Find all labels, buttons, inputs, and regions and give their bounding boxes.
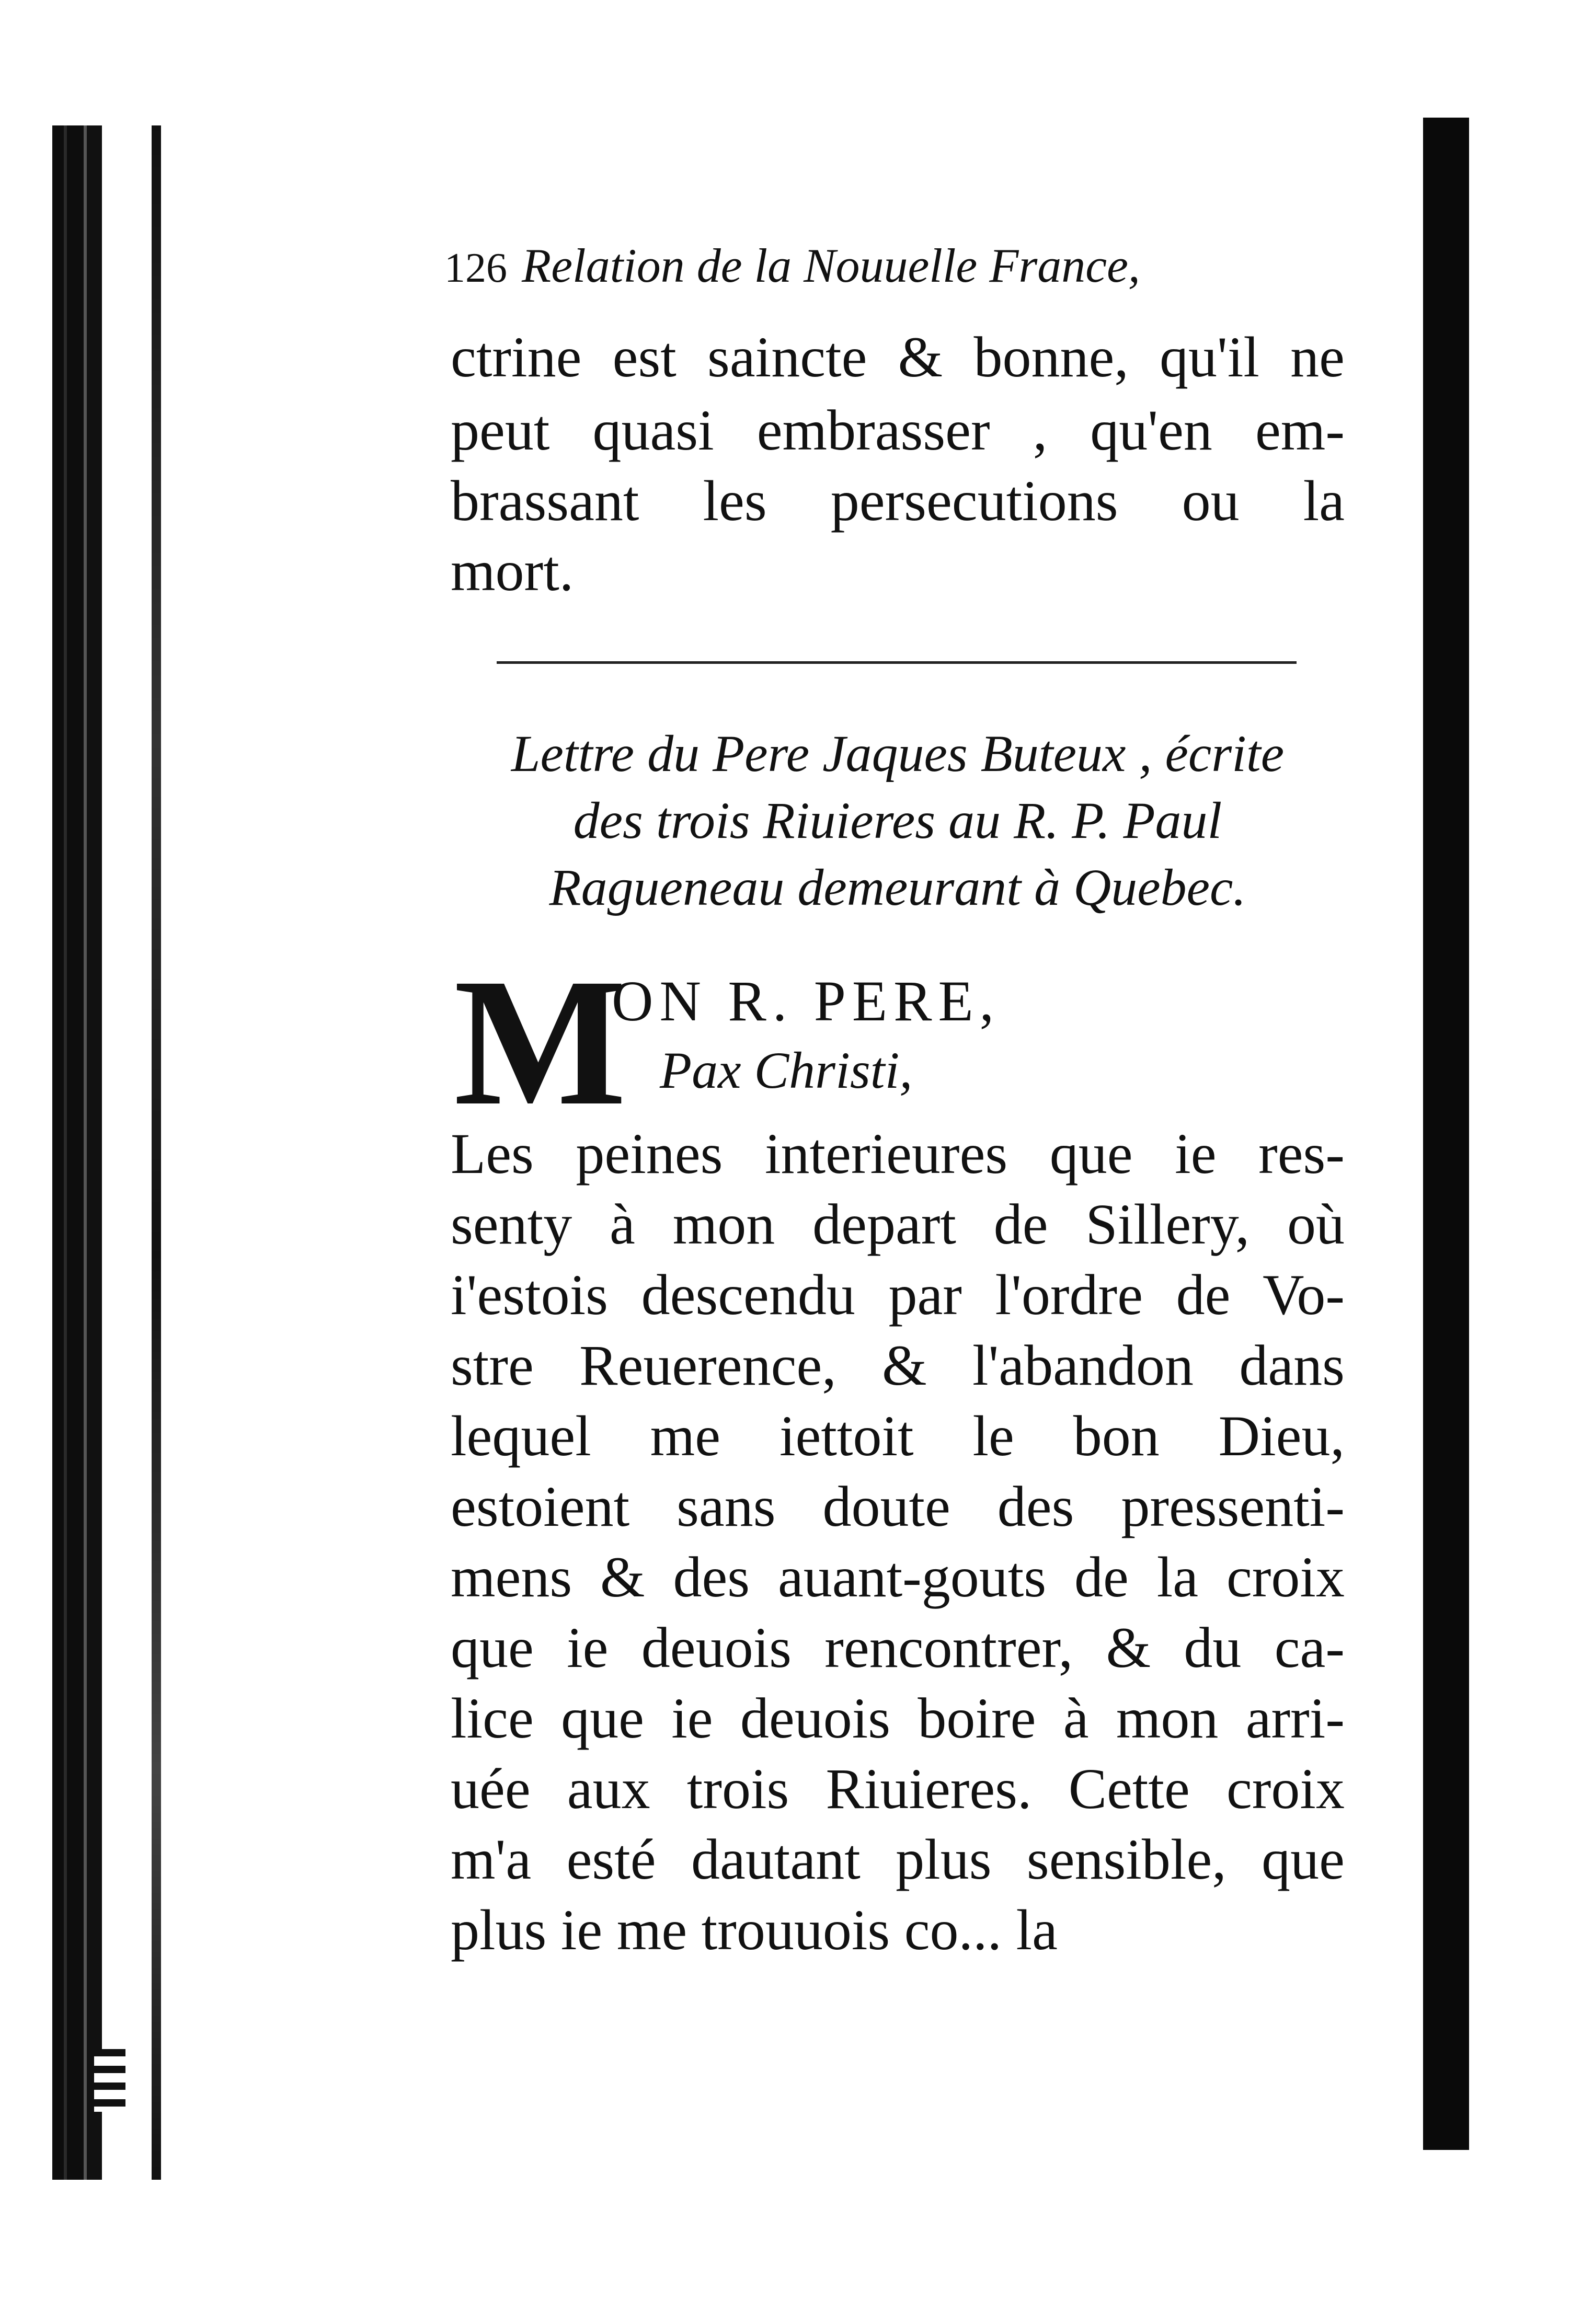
- body-line: stre Reuerence, & l'abandon dans: [451, 1333, 1345, 1397]
- body-line: estoient sans doute des pressenti-: [451, 1475, 1345, 1538]
- section-divider: [497, 661, 1297, 664]
- body-line: Les peines interieures que ie res-: [451, 1122, 1345, 1186]
- letter-title-line: Lettre du Pere Jaques Buteux , écrite: [511, 724, 1285, 783]
- body-line: mort.: [451, 539, 574, 603]
- page-edge-right: [1423, 118, 1469, 2150]
- letter-title: [451, 720, 1345, 921]
- page-edge-left: [152, 125, 161, 2180]
- body-line: mens & des auant-gouts de la croix: [451, 1545, 1345, 1609]
- letter-title-line: Ragueneau demeurant à Quebec.: [549, 858, 1246, 916]
- body-line: brassant les persecutions ou la: [451, 469, 1345, 533]
- page-edge-ticks: [94, 2049, 125, 2112]
- running-header: [444, 238, 1333, 293]
- body-line: i'estois descendu par l'ordre de Vo-: [451, 1263, 1345, 1327]
- letter-title-line: des trois Riuieres au R. P. Paul: [573, 791, 1222, 849]
- body-line: uée aux trois Riuieres. Cette croix: [451, 1757, 1345, 1821]
- page-number: 126: [444, 245, 507, 291]
- body-line: lice que ie deuois boire à mon arri-: [451, 1686, 1345, 1750]
- binding-shadow-left: [52, 125, 102, 2180]
- body-line: lequel me iettoit le bon Dieu,: [451, 1404, 1345, 1468]
- pax-christi: Pax Christi,: [660, 1041, 913, 1099]
- drop-cap: M: [454, 940, 627, 1143]
- body-line: ctrine est saincte & bonne, qu'il ne: [451, 325, 1345, 389]
- salutation: ON R. PERE,: [612, 969, 1001, 1033]
- body-line: senty à mon depart de Sillery, où: [451, 1192, 1345, 1256]
- body-line: m'a esté dautant plus sensible, que: [451, 1827, 1345, 1891]
- body-line: peut quasi embrasser , qu'en em-: [451, 398, 1345, 462]
- running-title: Relation de la Nouuelle France,: [522, 239, 1140, 292]
- body-line: plus ie me trouuois co... la: [451, 1898, 1058, 1962]
- body-line: que ie deuois rencontrer, & du ca-: [451, 1616, 1345, 1679]
